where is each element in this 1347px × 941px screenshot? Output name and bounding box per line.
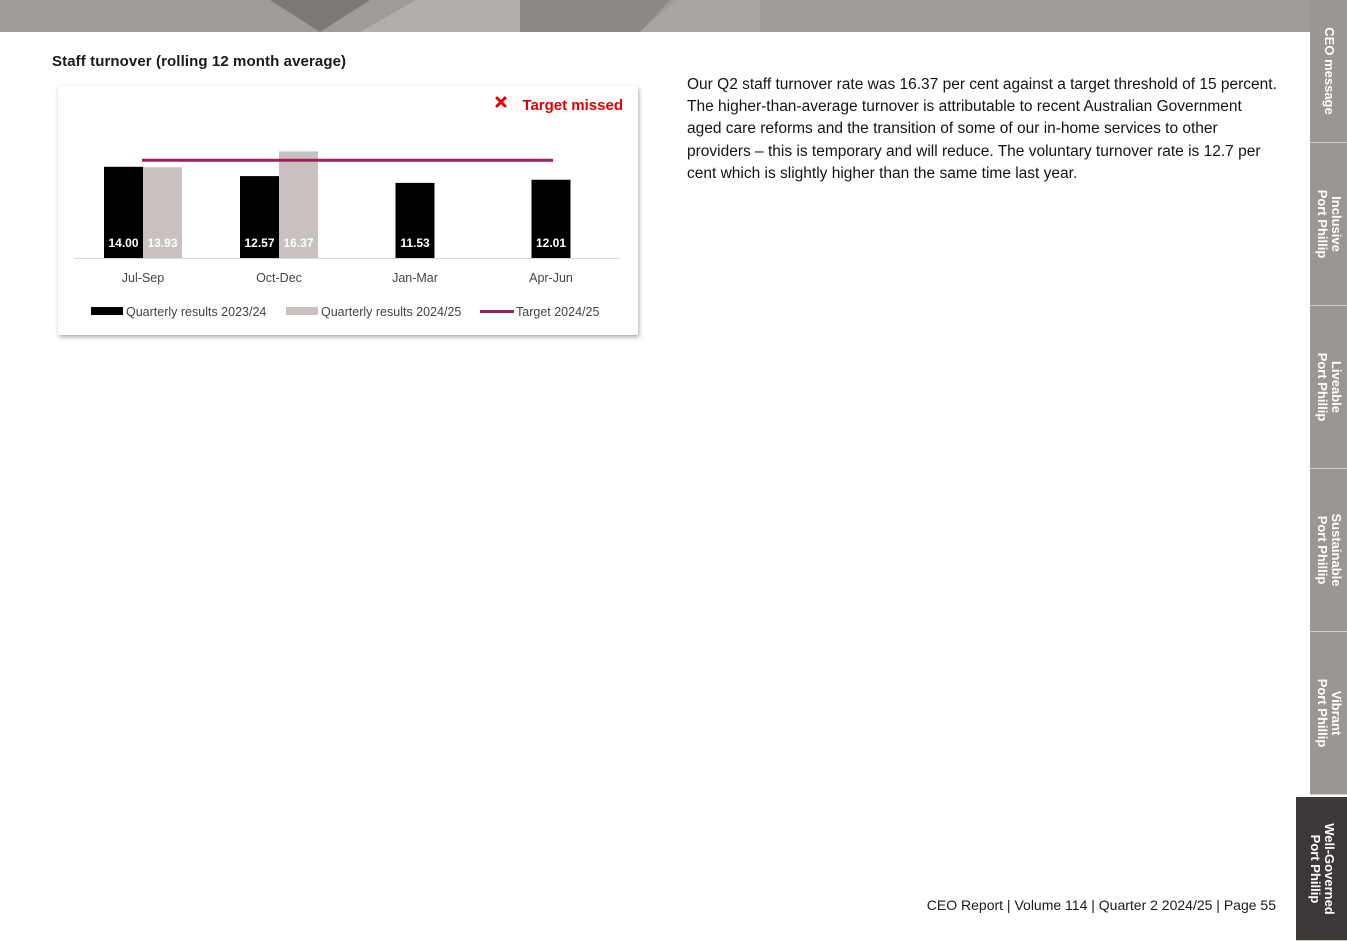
tab-label: CEO message bbox=[1321, 27, 1337, 115]
tab-label: Vibrant Port Phillip bbox=[1314, 678, 1344, 748]
tab-ceo-message[interactable] bbox=[1310, 0, 1347, 143]
section-heading: Staff turnover (rolling 12 month average) bbox=[52, 53, 347, 70]
legend-label: Quarterly results 2023/24 bbox=[126, 305, 267, 319]
legend-swatch-2024-25 bbox=[286, 307, 318, 315]
x-tick-label: Oct-Dec bbox=[256, 271, 302, 285]
chart-svg bbox=[58, 86, 638, 335]
x-tick-label: Apr-Jun bbox=[529, 271, 573, 285]
tab-label: Liveable Port Phillip bbox=[1314, 352, 1344, 422]
cross-icon bbox=[497, 98, 505, 106]
section-tabs bbox=[1307, 0, 1347, 941]
tab-sustainable[interactable] bbox=[1310, 469, 1347, 632]
legend-swatch-2023-24 bbox=[91, 307, 123, 315]
banner-facet bbox=[360, 0, 520, 32]
x-tick-label: Jan-Mar bbox=[392, 271, 438, 285]
tab-label: Sustainable Port Phillip bbox=[1314, 513, 1344, 587]
data-label: 14.00 bbox=[108, 236, 139, 250]
data-label: 11.53 bbox=[400, 236, 430, 250]
x-tick-label: Jul-Sep bbox=[121, 271, 165, 285]
banner-facet bbox=[270, 0, 370, 32]
tab-label: Well-Governed Port Phillip bbox=[1307, 822, 1337, 915]
data-label: 16.37 bbox=[283, 236, 314, 250]
target-status-label: Target missed bbox=[522, 97, 623, 114]
tab-inclusive[interactable] bbox=[1310, 143, 1347, 306]
page-footer: CEO Report | Volume 114 | Quarter 2 2024/25 | Page 55 bbox=[926, 897, 1276, 913]
legend-label: Target 2024/25 bbox=[516, 305, 600, 319]
body-paragraph: Our Q2 staff turnover rate was 16.37 per cent against a target threshold of 15 percent. The higher-than-average turnover is attributable to recent Australian Government aged care reforms and the transition of some of our in-home services to other providers – this is temporary and will reduce. The voluntary turnover rate is 12.7 per cent which is slightly higher than the same time last year. bbox=[687, 76, 1277, 182]
tab-label: Inclusive Port Phillip bbox=[1314, 189, 1344, 259]
data-label: 13.93 bbox=[147, 236, 178, 250]
tab-well-governed[interactable] bbox=[1296, 797, 1347, 941]
legend-label: Quarterly results 2024/25 bbox=[321, 305, 462, 319]
data-label: 12.57 bbox=[244, 236, 275, 250]
data-label: 12.01 bbox=[535, 236, 567, 250]
tab-vibrant[interactable] bbox=[1310, 632, 1347, 795]
staff-turnover-chart bbox=[58, 86, 638, 335]
top-banner bbox=[0, 0, 1313, 32]
tab-liveable[interactable] bbox=[1310, 306, 1347, 469]
